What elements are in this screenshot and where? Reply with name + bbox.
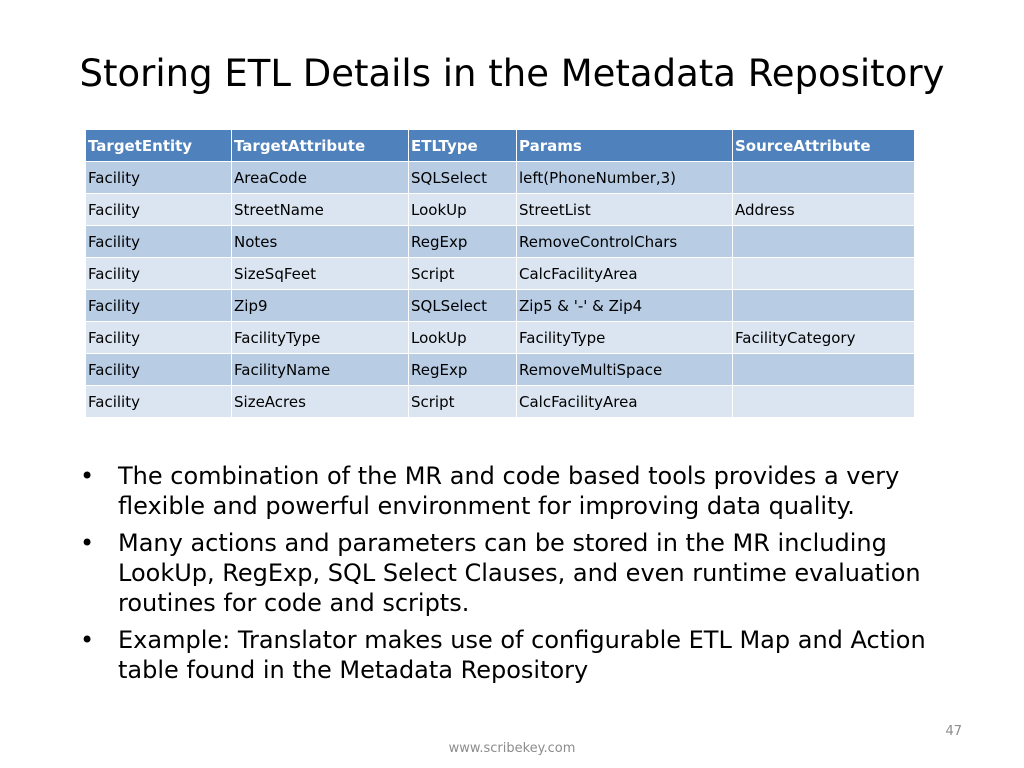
- column-header-target-attribute: TargetAttribute: [232, 130, 409, 162]
- bullet-item: [80, 625, 960, 685]
- cell-target-entity: Facility: [86, 386, 232, 418]
- bullet-text: Many actions and parameters can be stored in the MR including LookUp, RegExp, SQL Select Clauses, and even runtime evaluation routines for code and scripts.: [118, 529, 921, 617]
- cell-source-attribute: FacilityCategory: [733, 322, 915, 354]
- cell-params: left(PhoneNumber,3): [517, 162, 733, 194]
- cell-params: RemoveControlChars: [517, 226, 733, 258]
- table-row: [86, 386, 915, 418]
- cell-source-attribute: [733, 258, 915, 290]
- bullet-item: [80, 528, 960, 618]
- bullet-text: Example: Translator makes use of configurable ETL Map and Action table found in the Metadata Repository: [118, 626, 926, 684]
- bullet-dot-icon: •: [80, 462, 95, 490]
- table-row: [86, 194, 915, 226]
- cell-etl-type: LookUp: [409, 322, 517, 354]
- bullet-item: [80, 461, 960, 521]
- table-row: [86, 226, 915, 258]
- cell-target-attribute: Notes: [232, 226, 409, 258]
- cell-etl-type: RegExp: [409, 354, 517, 386]
- etl-details-table: [85, 129, 915, 418]
- cell-etl-type: LookUp: [409, 194, 517, 226]
- table-row: [86, 258, 915, 290]
- cell-params: FacilityType: [517, 322, 733, 354]
- cell-etl-type: RegExp: [409, 226, 517, 258]
- cell-target-attribute: FacilityName: [232, 354, 409, 386]
- cell-target-entity: Facility: [86, 258, 232, 290]
- cell-target-attribute: Zip9: [232, 290, 409, 322]
- cell-target-entity: Facility: [86, 290, 232, 322]
- cell-params: CalcFacilityArea: [517, 258, 733, 290]
- cell-target-entity: Facility: [86, 354, 232, 386]
- table-row: [86, 162, 915, 194]
- column-header-etl-type: ETLType: [409, 130, 517, 162]
- cell-etl-type: Script: [409, 258, 517, 290]
- table-row: [86, 290, 915, 322]
- page-number: 47: [945, 724, 962, 739]
- cell-source-attribute: Address: [733, 194, 915, 226]
- cell-source-attribute: [733, 354, 915, 386]
- column-header-params: Params: [517, 130, 733, 162]
- bullet-dot-icon: •: [80, 626, 95, 654]
- table-row: [86, 354, 915, 386]
- cell-target-attribute: SizeSqFeet: [232, 258, 409, 290]
- table-header-row: [86, 130, 915, 162]
- cell-target-attribute: SizeAcres: [232, 386, 409, 418]
- cell-etl-type: SQLSelect: [409, 162, 517, 194]
- cell-params: StreetList: [517, 194, 733, 226]
- bullet-dot-icon: •: [80, 529, 95, 557]
- cell-target-attribute: FacilityType: [232, 322, 409, 354]
- cell-target-attribute: AreaCode: [232, 162, 409, 194]
- table-row: [86, 322, 915, 354]
- cell-source-attribute: [733, 290, 915, 322]
- cell-target-attribute: StreetName: [232, 194, 409, 226]
- cell-params: CalcFacilityArea: [517, 386, 733, 418]
- cell-params: Zip5 & '-' & Zip4: [517, 290, 733, 322]
- cell-source-attribute: [733, 226, 915, 258]
- column-header-source-attribute: SourceAttribute: [733, 130, 915, 162]
- bullet-text: The combination of the MR and code based tools provides a very flexible and powerful environment for improving data quality.: [118, 462, 900, 520]
- footer-url: www.scribekey.com: [448, 741, 576, 756]
- cell-etl-type: SQLSelect: [409, 290, 517, 322]
- cell-etl-type: Script: [409, 386, 517, 418]
- slide-title: Storing ETL Details in the Metadata Repository: [79, 52, 945, 95]
- cell-source-attribute: [733, 386, 915, 418]
- bullet-list: [80, 461, 960, 692]
- cell-source-attribute: [733, 162, 915, 194]
- column-header-target-entity: TargetEntity: [86, 130, 232, 162]
- cell-target-entity: Facility: [86, 226, 232, 258]
- cell-target-entity: Facility: [86, 162, 232, 194]
- cell-target-entity: Facility: [86, 194, 232, 226]
- cell-target-entity: Facility: [86, 322, 232, 354]
- cell-params: RemoveMultiSpace: [517, 354, 733, 386]
